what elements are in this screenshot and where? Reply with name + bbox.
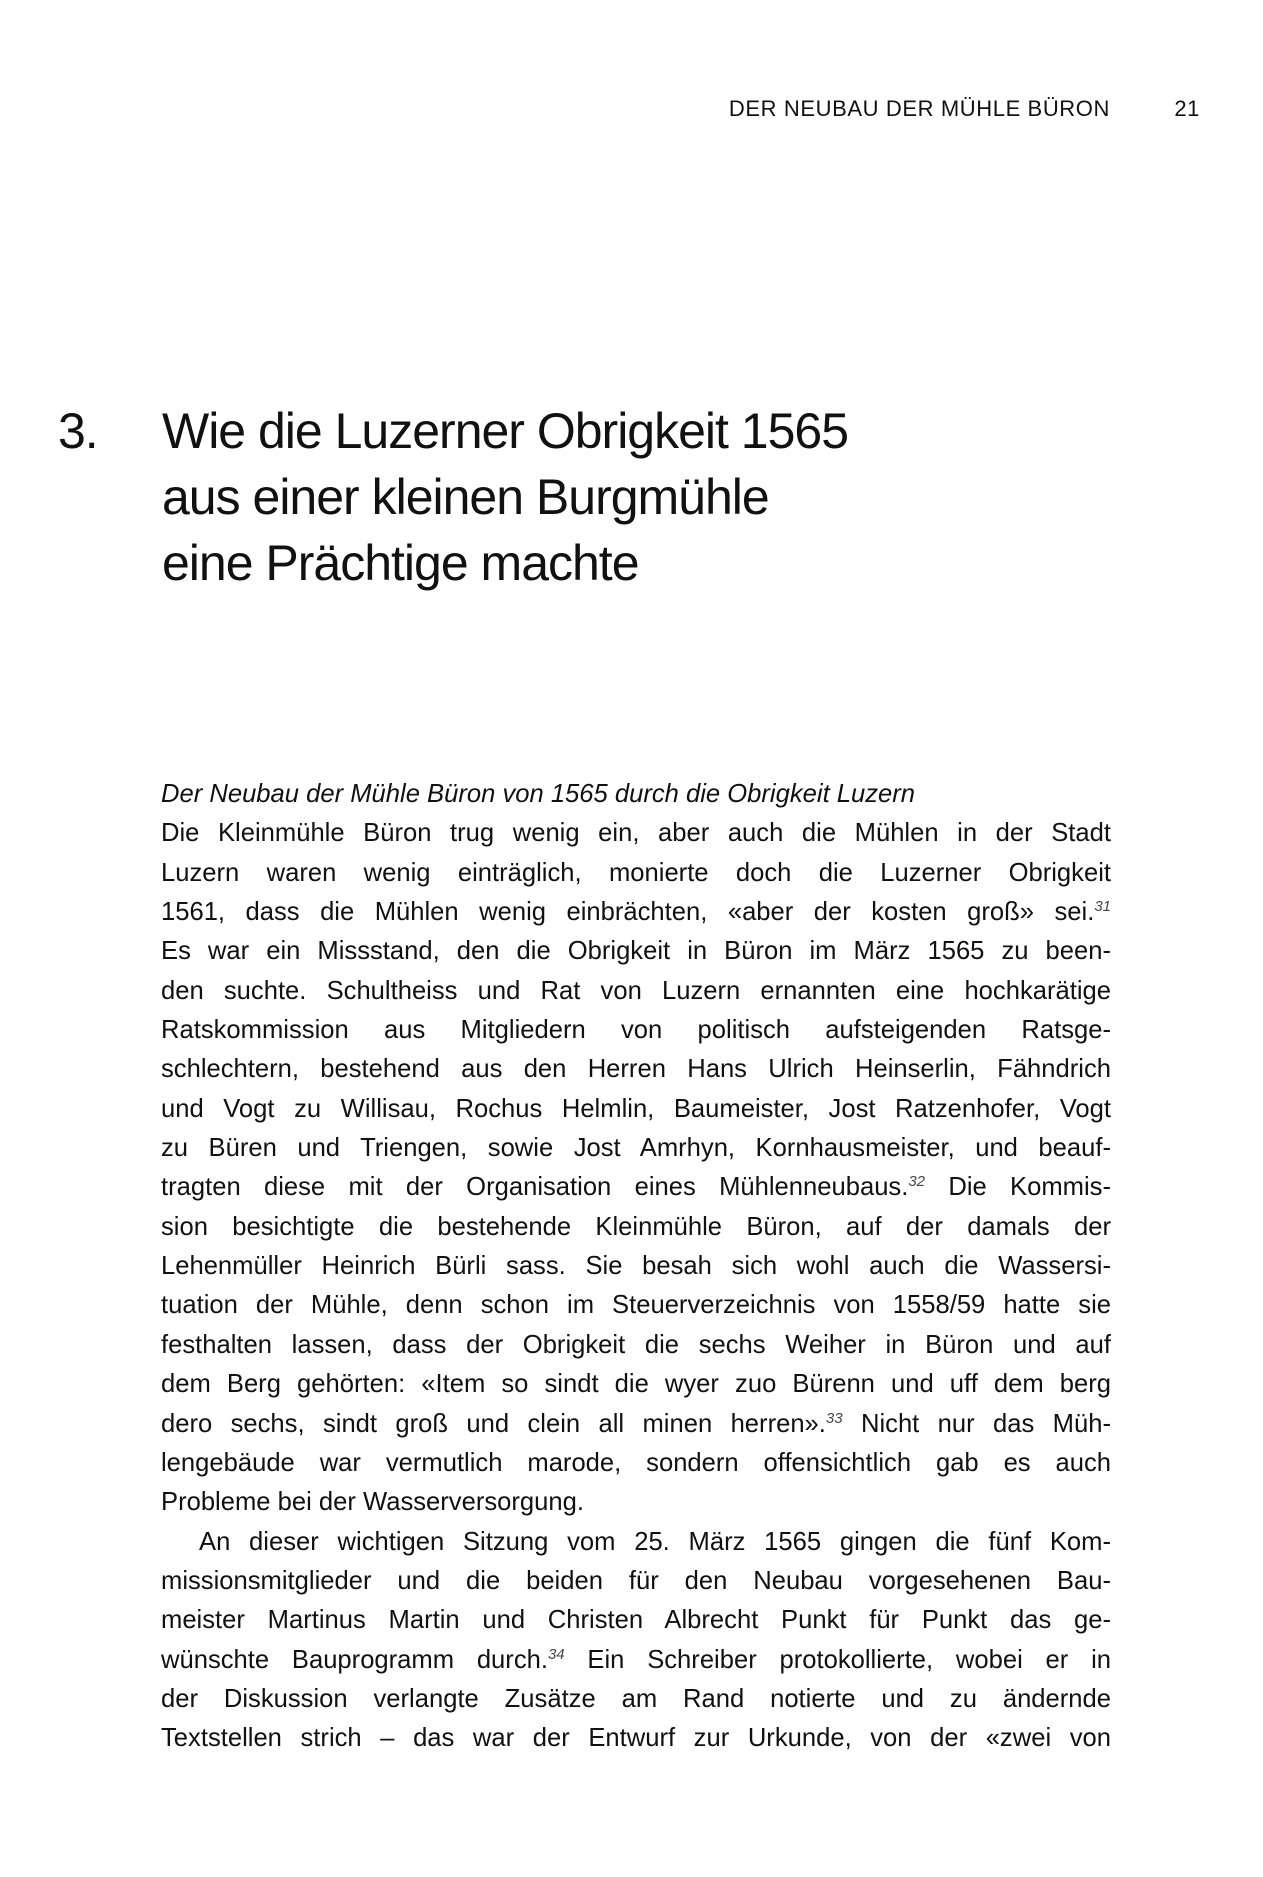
text-line bbox=[161, 1011, 1111, 1050]
text-line bbox=[161, 1562, 1111, 1601]
text-line-content: den suchte. Schultheiss und Rat von Luzern ernannten eine hochkarätige bbox=[161, 976, 1111, 1005]
chapter-number: 3. bbox=[58, 403, 98, 459]
text-line bbox=[161, 1641, 1111, 1680]
text-line-content: lengebäude war vermutlich marode, sondern offensichtlich gab es auch bbox=[161, 1448, 1111, 1477]
text-line bbox=[161, 1326, 1111, 1365]
body-text bbox=[161, 775, 1111, 1759]
text-line-content: Es war ein Missstand, den die Obrigkeit in Büron im März 1565 zu been- bbox=[161, 937, 1111, 966]
text-line-content: Probleme bei der Wasserversorgung. bbox=[161, 1488, 584, 1517]
text-line bbox=[161, 1405, 1111, 1444]
text-line-content: dem Berg gehörten: «Item so sindt die wyer zuo Bürenn und uff dem berg bbox=[161, 1370, 1111, 1399]
footnote-marker: 34 bbox=[547, 1645, 565, 1663]
text-line bbox=[161, 1286, 1111, 1325]
text-line bbox=[161, 1168, 1111, 1207]
chapter-title-line: aus einer kleinen Burgmühle bbox=[162, 469, 769, 525]
text-line bbox=[161, 893, 1111, 932]
footnote-marker: 32 bbox=[908, 1173, 926, 1191]
text-line bbox=[161, 932, 1111, 971]
text-line bbox=[161, 854, 1111, 893]
text-line-content: 1561, dass die Mühlen wenig einbrächten, «aber der kosten groß» sei. bbox=[161, 898, 1095, 927]
text-line-content: Lehenmüller Heinrich Bürli sass. Sie besah sich wohl auch die Wassersi- bbox=[161, 1252, 1111, 1281]
text-line-content: meister Martinus Martin und Christen Albrecht Punkt für Punkt das ge- bbox=[161, 1606, 1111, 1635]
text-line bbox=[161, 972, 1111, 1011]
text-line-content: Die Kleinmühle Büron trug wenig ein, aber auch die Mühlen in der Stadt bbox=[161, 819, 1111, 848]
footnote-marker: 31 bbox=[1094, 898, 1111, 916]
text-line bbox=[161, 1129, 1111, 1168]
text-line-continuation: Ein Schreiber protokollierte, wobei er in bbox=[564, 1645, 1111, 1674]
text-line-content: Ratskommission aus Mitgliedern von politisch aufsteigenden Ratsge- bbox=[161, 1016, 1111, 1045]
text-line-content: sion besichtigte die bestehende Kleinmühle Büron, auf der damals der bbox=[161, 1212, 1111, 1241]
text-line-content: schlechtern, bestehend aus den Herren Hans Ulrich Heinserlin, Fähndrich bbox=[161, 1055, 1111, 1084]
text-line bbox=[161, 1090, 1111, 1129]
text-line-continuation: Die Kommis- bbox=[925, 1173, 1111, 1202]
text-line-content: missionsmitglieder und die beiden für den Neubau vorgesehenen Bau- bbox=[161, 1566, 1111, 1595]
text-line-content: tragten diese mit der Organisation eines Mühlenneubaus. bbox=[161, 1173, 909, 1202]
text-line bbox=[161, 1719, 1111, 1758]
text-line bbox=[161, 1050, 1111, 1089]
text-line-content: und Vogt zu Willisau, Rochus Helmlin, Baumeister, Jost Ratzenhofer, Vogt bbox=[161, 1094, 1111, 1123]
text-line-content: dero sechs, sindt groß und clein all minen herren». bbox=[161, 1409, 826, 1438]
text-line-continuation: Nicht nur das Müh- bbox=[842, 1409, 1111, 1438]
text-line-content: Luzern waren wenig einträglich, monierte doch die Luzerner Obrigkeit bbox=[161, 858, 1111, 887]
paragraph-lines bbox=[161, 814, 1111, 1758]
text-line bbox=[161, 1523, 1111, 1562]
text-line bbox=[161, 1444, 1111, 1483]
text-line bbox=[161, 1483, 1111, 1522]
chapter-title-line: Wie die Luzerner Obrigkeit 1565 bbox=[162, 403, 849, 459]
text-line bbox=[161, 1680, 1111, 1719]
chapter-title-line: eine Prächtige machte bbox=[162, 535, 639, 591]
text-line bbox=[161, 1208, 1111, 1247]
text-line bbox=[161, 1365, 1111, 1404]
text-line-content: tuation der Mühle, denn schon im Steuerverzeichnis von 1558/59 hatte sie bbox=[161, 1291, 1111, 1320]
text-line-content: der Diskussion verlangte Zusätze am Rand notierte und zu ändernde bbox=[161, 1684, 1111, 1713]
text-line bbox=[161, 1247, 1111, 1286]
text-line-content: festhalten lassen, dass der Obrigkeit die sechs Weiher in Büron und auf bbox=[161, 1330, 1111, 1359]
text-line-content: An dieser wichtigen Sitzung vom 25. März 1565 gingen die fünf Kom- bbox=[199, 1527, 1111, 1556]
text-line bbox=[161, 1601, 1111, 1640]
page-number: 21 bbox=[1174, 96, 1200, 121]
footnote-marker: 33 bbox=[825, 1409, 843, 1427]
text-line bbox=[161, 814, 1111, 853]
chapter-title bbox=[162, 398, 1062, 596]
section-subheading: Der Neubau der Mühle Büron von 1565 durch die Obrigkeit Luzern bbox=[161, 780, 916, 808]
text-line-content: zu Büren und Triengen, sowie Jost Amrhyn, Kornhausmeister, und beauf- bbox=[161, 1134, 1111, 1163]
running-head-title: DER NEUBAU DER MÜHLE BÜRON bbox=[728, 96, 1110, 121]
text-line-content: Textstellen strich – das war der Entwurf zur Urkunde, von der «zwei von bbox=[161, 1724, 1111, 1753]
text-line-content: wünschte Bauprogramm durch. bbox=[161, 1645, 548, 1674]
